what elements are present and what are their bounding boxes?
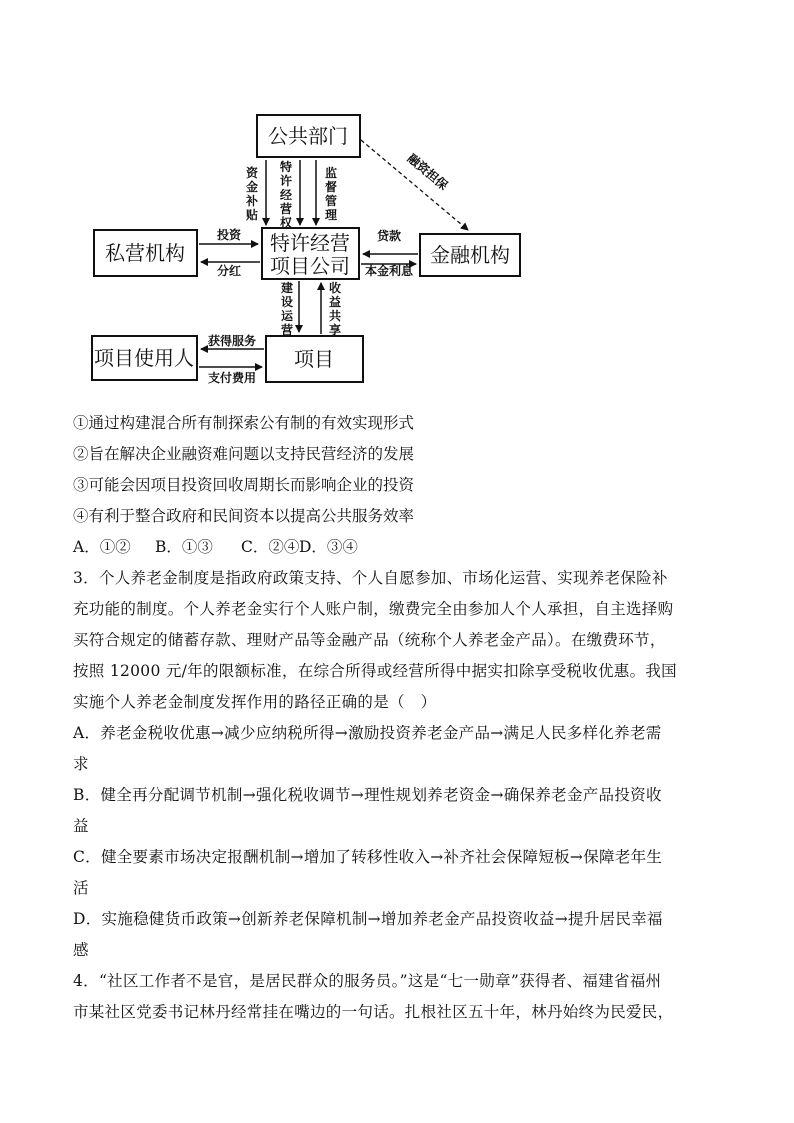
label-supervise <box>325 165 338 222</box>
q2-option-a[interactable]: A．①② <box>73 538 131 556</box>
q2-option-b[interactable]: B．①③ <box>155 538 213 556</box>
q2-options <box>73 532 683 563</box>
svg-text:建: 建 <box>280 281 294 295</box>
svg-text:监: 监 <box>324 166 338 180</box>
q3-option-c[interactable] <box>73 842 683 904</box>
label-principal: 本金利息 <box>364 264 414 278</box>
label-subsidy <box>245 165 259 222</box>
q3-option-b[interactable] <box>73 780 683 842</box>
ppp-flow-diagram <box>0 0 794 400</box>
svg-text:管: 管 <box>324 194 338 208</box>
node-project-label: 项目 <box>294 347 334 371</box>
q3-option-c-line: 活 <box>73 879 89 897</box>
q3-option-a[interactable] <box>73 718 683 780</box>
statement-1: ①通过构建混合所有制探索公有制的有效实现形式 <box>73 414 415 432</box>
node-finance-label: 金融机构 <box>430 243 510 267</box>
q3-option-b-line: B．健全再分配调节机制→强化税收调节→理性规划养老资金→确保养老金产品投资收 <box>73 786 662 804</box>
label-dividend: 分红 <box>216 264 242 278</box>
q3-option-a-line: A．养老金税收优惠→减少应纳税所得→激励投资养老金产品→满足人民多样化养老需 <box>73 724 662 742</box>
svg-text:督: 督 <box>324 180 338 194</box>
svg-text:营: 营 <box>280 323 294 337</box>
q3-option-b-line: 益 <box>73 817 89 835</box>
q3-stem-line: 实施个人养老金制度发挥作用的路径正确的是（ ） <box>73 693 437 711</box>
svg-text:设: 设 <box>280 295 294 309</box>
label-pay: 支付费用 <box>207 371 257 385</box>
svg-text:特: 特 <box>279 160 293 174</box>
q3-option-a-line: 求 <box>73 755 89 773</box>
svg-text:收: 收 <box>328 281 342 295</box>
label-invest: 投资 <box>216 228 242 242</box>
svg-text:共: 共 <box>328 309 342 323</box>
svg-text:金: 金 <box>245 180 259 194</box>
svg-text:营: 营 <box>279 202 293 216</box>
svg-text:贴: 贴 <box>245 208 259 222</box>
label-build <box>281 280 294 337</box>
node-private-label: 私营机构 <box>105 241 185 265</box>
label-guarantee: 融资担保 <box>404 151 451 193</box>
node-company-label-1: 特许经营 <box>270 231 350 255</box>
statement-4: ④有利于整合政府和民间资本以提高公共服务效率 <box>73 507 415 525</box>
svg-text:权: 权 <box>279 216 293 230</box>
q3-option-d[interactable] <box>73 904 683 966</box>
node-company-label-2: 项目公司 <box>270 254 350 278</box>
q3-stem-line: 3．个人养老金制度是指政府政策支持、个人自愿参加、市场化运营、实现养老保险补 <box>73 569 668 587</box>
label-loan: 贷款 <box>376 229 402 243</box>
svg-text:资: 资 <box>245 166 259 180</box>
q2-option-c[interactable]: C．②④ <box>241 538 300 556</box>
q4-stem <box>73 966 683 1028</box>
svg-text:理: 理 <box>324 208 338 222</box>
svg-text:享: 享 <box>328 323 342 337</box>
svg-text:许: 许 <box>279 174 293 188</box>
q3-option-d-line: D．实施稳健货币政策→创新养老保障机制→增加养老金产品投资收益→提升居民幸福 <box>73 910 663 928</box>
label-franchise <box>280 159 293 230</box>
svg-text:经: 经 <box>279 188 293 202</box>
q4-stem-line: 4．“社区工作者不是官，是居民群众的服务员。”这是“七一勋章”获得者、福建省福州 <box>73 972 662 990</box>
q3-stem-line: 按照 12000 元/年的限额标准，在综合所得或经营所得中据实扣除享受税收优惠。我国 <box>73 662 677 680</box>
label-service: 获得服务 <box>207 334 257 348</box>
node-public-sector-label: 公共部门 <box>268 124 348 148</box>
q3-stem <box>73 563 683 718</box>
q2-option-d[interactable]: D．③④ <box>299 538 358 556</box>
label-share <box>329 280 342 337</box>
q3-stem-line: 充功能的制度。个人养老金实行个人账户制，缴费完全由参加人个人承担，自主选择购 <box>73 600 674 618</box>
q3-option-c-line: C．健全要素市场决定报酬机制→增加了转移性收入→补齐社会保障短板→保障老年生 <box>73 848 663 866</box>
question-content <box>73 408 683 1028</box>
q4-stem-line: 市某社区党委书记林丹经常挂在嘴边的一句话。扎根社区五十年，林丹始终为民爱民， <box>73 1003 674 1021</box>
q3-stem-line: 买符合规定的储蓄存款、理财产品等金融产品（统称个人养老金产品）。在缴费环节， <box>73 631 666 649</box>
node-user-label: 项目使用人 <box>94 346 194 370</box>
svg-text:补: 补 <box>245 194 259 208</box>
statement-3: ③可能会因项目投资回收周期长而影响企业的投资 <box>73 476 415 494</box>
q3-option-d-line: 感 <box>73 941 89 959</box>
statement-2: ②旨在解决企业融资难问题以支持民营经济的发展 <box>73 445 415 463</box>
svg-text:益: 益 <box>328 295 342 309</box>
svg-text:运: 运 <box>280 309 294 323</box>
